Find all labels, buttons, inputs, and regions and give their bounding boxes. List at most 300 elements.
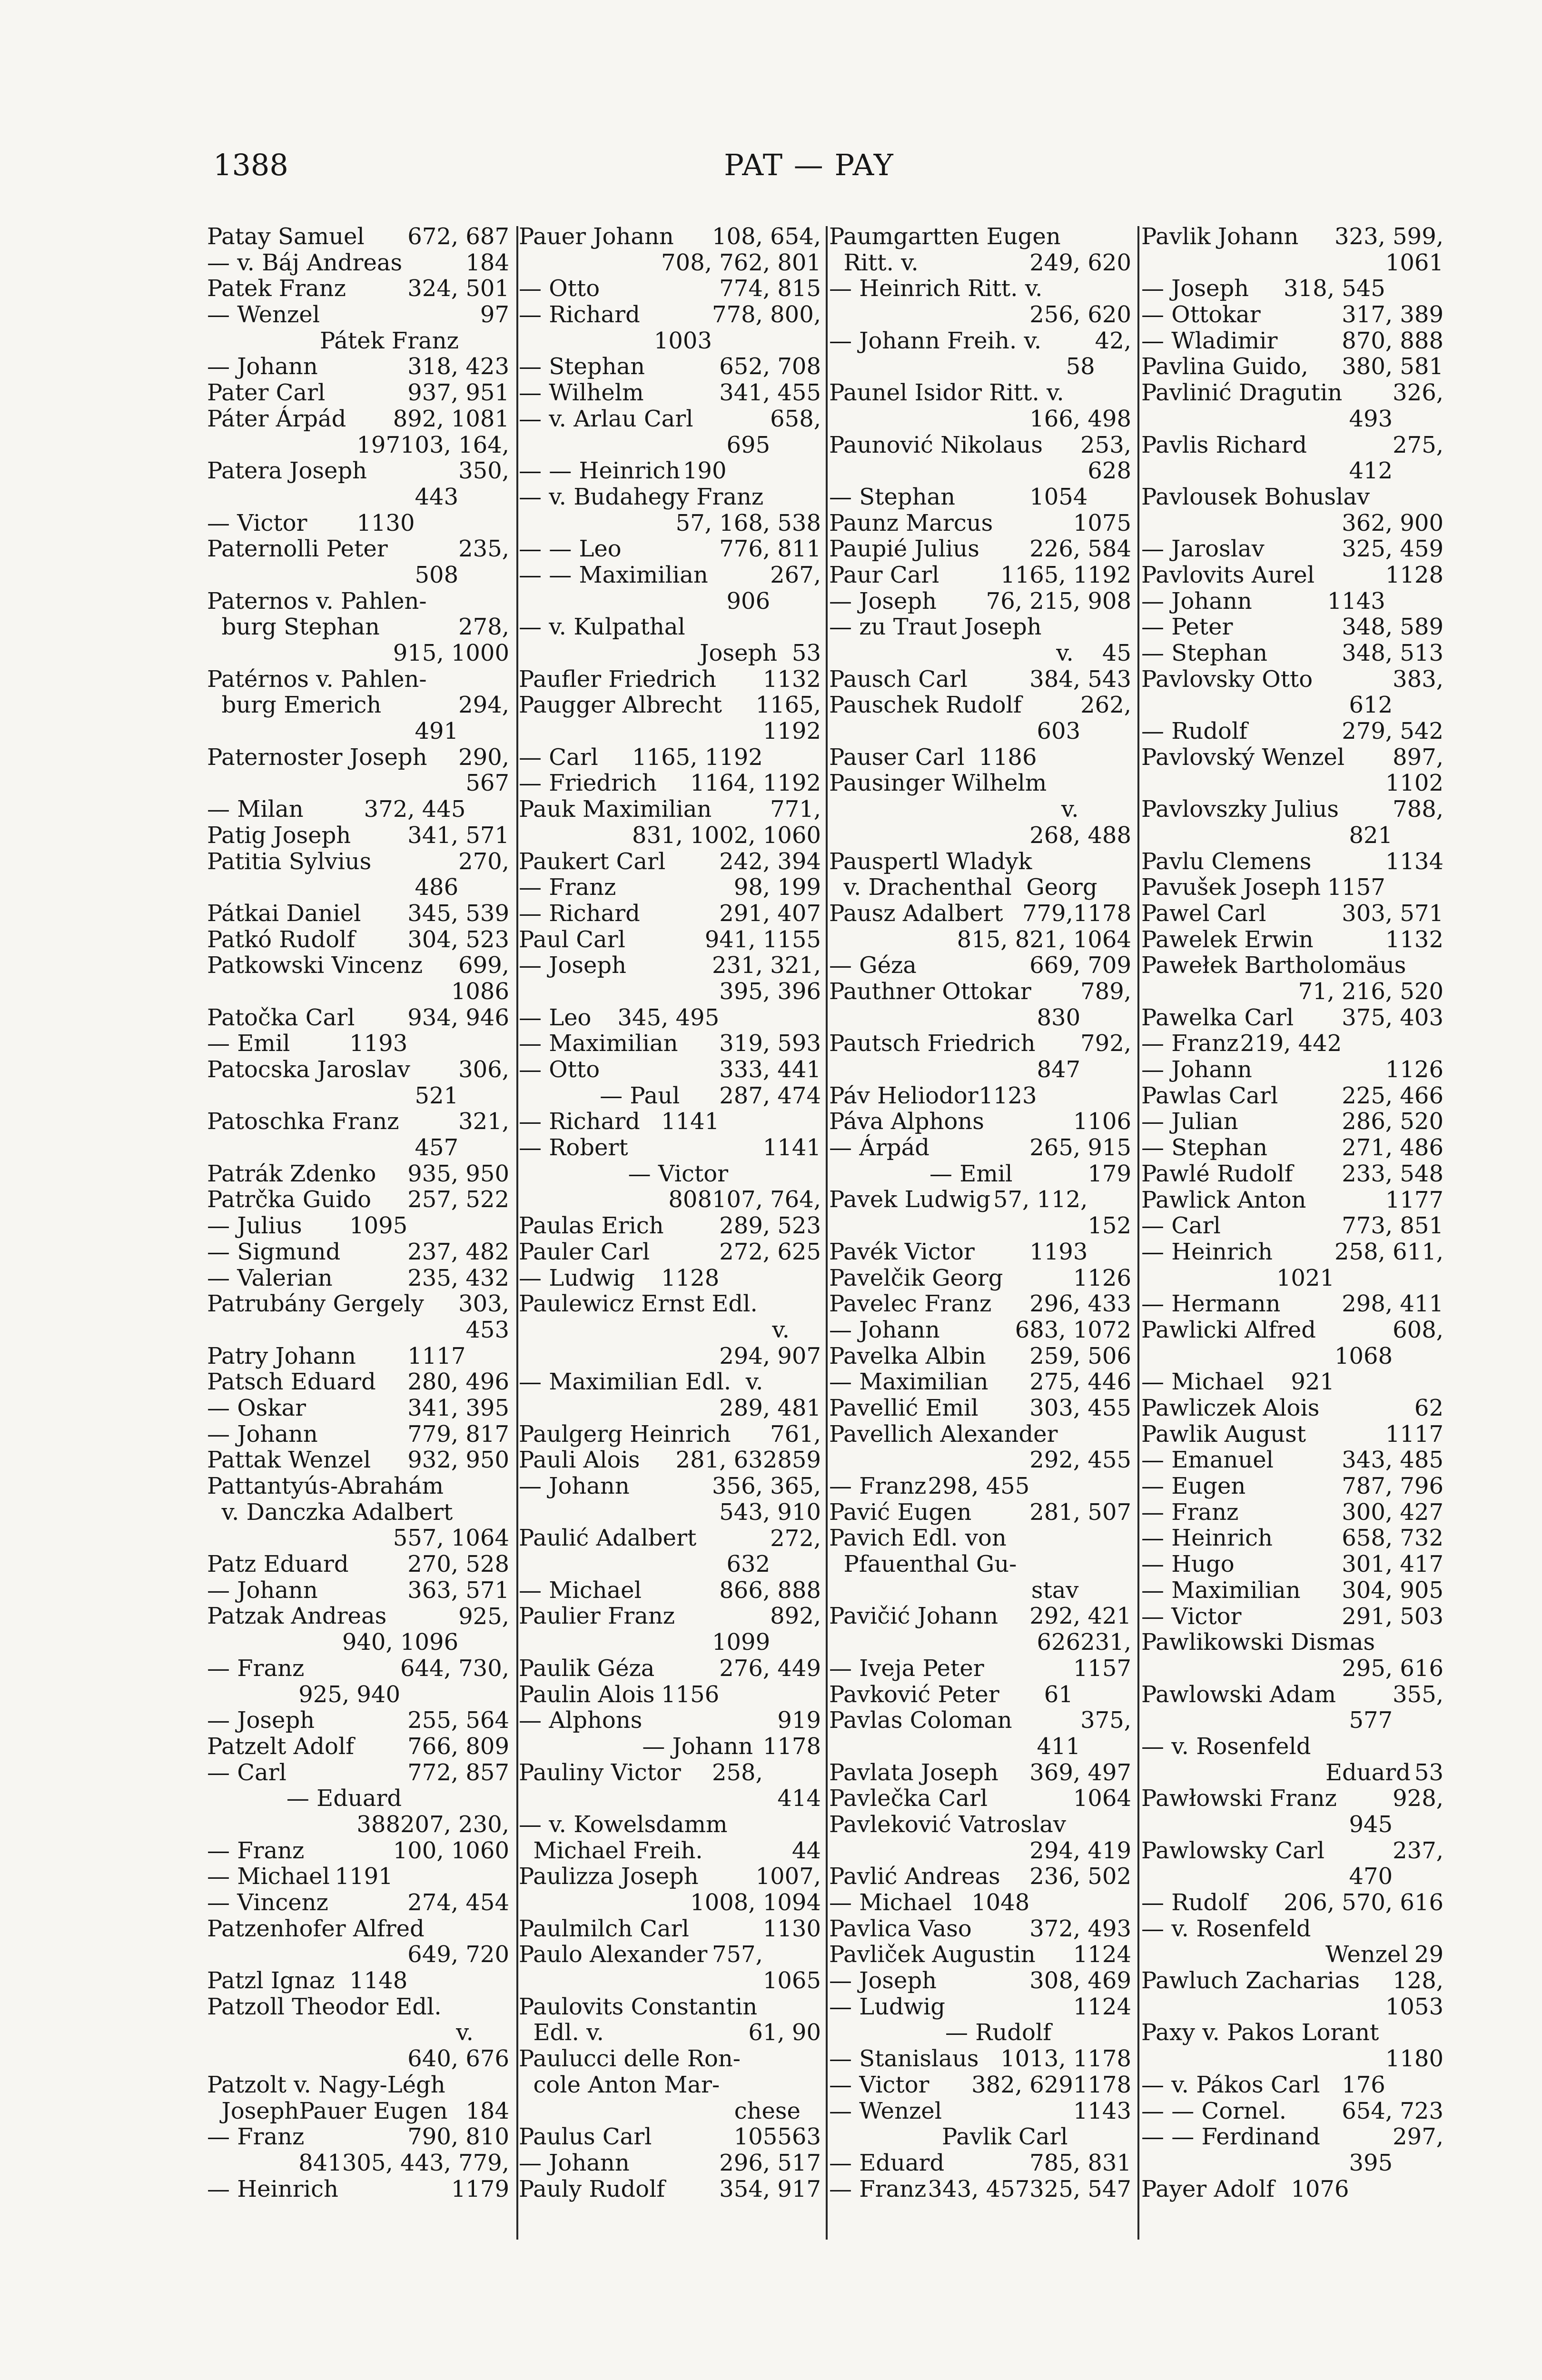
entry-pages: 906 xyxy=(726,587,771,615)
index-entry xyxy=(829,1187,1131,1213)
entry-pages: 267, xyxy=(770,562,821,588)
entry-name: — Johann Freih. v. xyxy=(829,327,1042,354)
index-entry xyxy=(519,1734,821,1760)
index-entry xyxy=(1141,1265,1443,1291)
index-entry xyxy=(829,536,1131,562)
entry-pages: 897, xyxy=(1393,744,1443,771)
entry-pages: 1128 xyxy=(1385,562,1443,588)
entry-name: — Franz xyxy=(207,1655,305,1682)
entry-pages: 859 xyxy=(777,1447,821,1474)
entry-pages: 341, 455 xyxy=(719,379,821,407)
entry-name: — Stephan xyxy=(1141,1134,1268,1161)
entry-name: Pavlik Johann xyxy=(1141,224,1299,250)
index-entry xyxy=(829,1239,1131,1265)
index-entry xyxy=(207,2019,509,2073)
entry-name: Georg xyxy=(1011,874,1097,901)
entry-name: Patzolt v. Nagy-Légh xyxy=(207,2071,445,2098)
entry-pages: 348, 589 xyxy=(1342,614,1443,641)
entry-pages: 363, 571 xyxy=(407,1577,509,1604)
index-entry xyxy=(829,458,1131,484)
entry-name: Paunović Nikolaus xyxy=(829,431,1043,458)
entry-name: — Michael xyxy=(207,1863,330,1890)
entry-pages: 1126 xyxy=(1385,1056,1443,1083)
entry-name: — Wenzel xyxy=(829,2097,942,2124)
entry-name: — Oskar xyxy=(207,1394,306,1421)
entry-pages: 1075 xyxy=(1073,509,1131,536)
entry-name: — Maximilian xyxy=(1141,1577,1301,1604)
entry-pages: 1164, 1192 xyxy=(690,770,821,797)
entry-pages: 71, 216, 520 xyxy=(1298,978,1443,1005)
index-entry xyxy=(519,1265,821,1291)
entry-name: Pauspertl Wladyk xyxy=(829,848,1032,875)
entry-name: Paternos v. Pahlen- xyxy=(207,587,427,615)
entry-pages: 937, 951 xyxy=(407,379,509,407)
entry-pages: 1106 xyxy=(1073,1108,1131,1135)
index-entry xyxy=(207,666,509,693)
index-entry xyxy=(829,302,1131,328)
index-entry xyxy=(519,2072,821,2098)
entry-name: Paumgartten Eugen xyxy=(829,224,1061,250)
entry-name: — v. Rosenfeld xyxy=(1141,1915,1311,1942)
entry-name: Paunz Marcus xyxy=(829,509,993,536)
index-entry xyxy=(1141,1968,1443,1994)
index-entry xyxy=(829,1083,1131,1109)
index-entry xyxy=(207,1135,509,1161)
index-entry xyxy=(519,1629,821,1656)
index-entry xyxy=(1141,2124,1443,2150)
entry-pages: 235, xyxy=(458,536,509,563)
entry-pages: 847 xyxy=(1037,1056,1081,1083)
entry-name: Pawlikowski Dismas xyxy=(1141,1629,1375,1656)
entry-pages: 207, 230, xyxy=(400,1811,509,1838)
entry-pages: 270, 528 xyxy=(407,1551,509,1578)
entry-name: Pavellić Emil xyxy=(829,1395,979,1422)
entry-name: — zu Traut Joseph xyxy=(829,614,1042,641)
index-entry xyxy=(1141,1187,1443,1213)
entry-pages: 788, xyxy=(1393,796,1443,823)
entry-name: Paunel Isidor Ritt. v. xyxy=(829,379,1064,407)
entry-name: — v. Báj Andreas xyxy=(207,249,403,276)
entry-name: — Géza xyxy=(829,952,917,979)
index-entry xyxy=(1141,2020,1443,2046)
entry-pages: 219, 442 xyxy=(1240,1030,1342,1057)
index-entry xyxy=(829,1968,1131,1994)
entry-pages: 603 xyxy=(1037,718,1081,745)
entry-pages: 253, xyxy=(1080,431,1131,458)
entry-name: cole Anton Mar- xyxy=(519,2071,720,2098)
entry-pages: 1055 xyxy=(733,2123,792,2151)
index-entry xyxy=(519,1291,821,1317)
entry-pages: 231, 321, xyxy=(712,952,821,979)
entry-name: — Friedrich xyxy=(519,770,657,797)
entry-pages: 1123 xyxy=(979,1082,1037,1109)
entry-name: Patkowski Vincenz xyxy=(207,952,423,979)
entry-pages: 249, 620 xyxy=(1029,249,1131,276)
index-entry xyxy=(519,2124,821,2150)
entry-pages: 940, 1096 xyxy=(342,1629,459,1656)
index-entry xyxy=(829,1473,1131,1499)
index-entry xyxy=(519,849,821,875)
entry-name: — Franz xyxy=(1141,1498,1239,1526)
entry-pages: 1076 xyxy=(1291,2175,1349,2202)
entry-pages: 304, 905 xyxy=(1342,1577,1443,1604)
entry-name: Paulmilch Carl xyxy=(519,1915,689,1942)
entry-pages: 1165, 1192 xyxy=(1000,561,1131,588)
entry-name: — Johann xyxy=(519,2149,630,2176)
entry-name: Patrák Zdenko xyxy=(207,1160,376,1187)
index-entry xyxy=(1141,666,1443,693)
entry-pages: 61 xyxy=(1044,1681,1073,1708)
index-entry xyxy=(519,1707,821,1734)
entry-name: Pavlinić Dragutin xyxy=(1141,379,1343,407)
index-entry xyxy=(829,1213,1131,1239)
index-entry xyxy=(207,1707,509,1734)
index-entry xyxy=(1141,927,1443,953)
index-entry xyxy=(829,1421,1131,1448)
entry-name: Patitia Sylvius xyxy=(207,848,372,875)
entry-name: Pavlovský Wenzel xyxy=(1141,744,1345,771)
entry-name: — Ludwig xyxy=(829,1993,945,2020)
entry-name: Patry Johann xyxy=(207,1342,356,1369)
entry-name: — v. Arlau Carl xyxy=(519,405,693,432)
entry-name: Pavich Edl. von xyxy=(829,1525,1007,1552)
entry-name: Páter Árpád xyxy=(207,405,346,432)
index-entry xyxy=(207,874,509,901)
entry-name: — Hermann xyxy=(1141,1290,1281,1318)
entry-pages: 258, 611, xyxy=(1334,1238,1443,1265)
index-entry xyxy=(519,1213,821,1239)
entry-name: Pavek Ludwig xyxy=(829,1186,991,1213)
entry-name: Pauer Johann xyxy=(519,224,674,250)
entry-pages: 1064 xyxy=(1073,1785,1131,1812)
entry-name: Pavić Eugen xyxy=(829,1498,972,1526)
index-entry xyxy=(1141,536,1443,562)
index-entry xyxy=(519,1890,821,1916)
entry-pages: 567 xyxy=(465,770,509,797)
entry-name: — Peter xyxy=(1141,614,1233,641)
entry-pages: 262, xyxy=(1080,692,1131,719)
entry-pages: 300, 427 xyxy=(1342,1498,1443,1526)
index-entry xyxy=(519,2020,821,2046)
entry-pages: 1099 xyxy=(712,1629,771,1656)
entry-name: — Richard xyxy=(519,1108,640,1135)
entry-pages: 61, 90 xyxy=(748,2019,821,2046)
entry-pages: 1178 xyxy=(1073,900,1131,927)
entry-pages: 932, 950 xyxy=(407,1447,509,1474)
entry-pages: 1178 xyxy=(1073,2071,1131,2098)
entry-name: — Michael xyxy=(519,1577,642,1604)
index-entry xyxy=(829,1707,1131,1734)
entry-name: — Julian xyxy=(1141,1108,1238,1135)
index-entry xyxy=(829,1161,1131,1187)
entry-name: Paulić Adalbert xyxy=(519,1525,697,1552)
index-entry xyxy=(519,640,821,666)
index-entry xyxy=(519,744,821,771)
entry-pages: 612 xyxy=(1349,692,1393,719)
entry-name: — — Ferdinand xyxy=(1141,2123,1320,2151)
entry-pages: 1178 xyxy=(762,1733,821,1760)
index-entry xyxy=(829,796,1131,849)
index-entry xyxy=(1141,1994,1443,2020)
entry-name: — Johann xyxy=(207,1420,318,1448)
index-entry xyxy=(1141,1942,1443,1968)
entry-pages: 1165, xyxy=(755,692,821,719)
entry-name: Patzak Andreas xyxy=(207,1603,387,1630)
index-entry xyxy=(829,1812,1131,1838)
entry-name: — Rudolf xyxy=(945,2019,1051,2046)
entry-pages: 294, 419 xyxy=(1029,1837,1131,1864)
index-entry xyxy=(519,796,821,823)
entry-pages: 278, xyxy=(458,614,509,641)
entry-pages: 294, 907 xyxy=(719,1342,821,1369)
index-entry xyxy=(207,979,509,1005)
entry-name: Pattantyús-Abrahám xyxy=(207,1473,444,1500)
entry-name: — Maximilian Edl. xyxy=(519,1368,731,1396)
index-entry xyxy=(1141,2150,1443,2176)
entry-name: Michael Freih. xyxy=(519,1837,703,1864)
entry-name: — Carl xyxy=(207,1759,287,1786)
entry-name: burg Stephan xyxy=(207,614,380,641)
entry-pages: 1141 xyxy=(661,1108,720,1135)
index-entry xyxy=(207,1421,509,1448)
index-entry xyxy=(207,1447,509,1473)
index-entry xyxy=(519,927,821,953)
entry-pages: 237, 482 xyxy=(407,1238,509,1265)
index-entry xyxy=(829,718,1131,744)
entry-pages: 58 xyxy=(1066,353,1095,380)
entry-pages: 1156 xyxy=(661,1681,720,1708)
entry-pages: 774, 815 xyxy=(719,275,821,302)
entry-name: — v. Kulpathal xyxy=(519,614,685,641)
entry-pages: 256, 620 xyxy=(1029,301,1131,328)
index-entry xyxy=(1141,1916,1443,1942)
entry-pages: 493 xyxy=(1349,405,1393,432)
index-entry xyxy=(519,250,821,276)
index-entry xyxy=(829,1291,1131,1317)
entry-pages: 626 xyxy=(1037,1629,1081,1656)
index-entry xyxy=(207,2176,509,2202)
index-entry xyxy=(829,1838,1131,1864)
entry-name: — Johann xyxy=(829,1316,940,1343)
page-number: 1388 xyxy=(213,148,288,182)
index-entry xyxy=(519,510,821,536)
entry-name: Pavlina Guido, xyxy=(1141,353,1308,380)
entry-pages: 53 xyxy=(1414,1759,1443,1786)
index-entry xyxy=(207,1005,509,1031)
entry-pages: 108, 654, xyxy=(712,224,821,250)
entry-name: chese xyxy=(720,2097,801,2124)
entry-pages: 1143 xyxy=(1073,2097,1131,2124)
index-entry xyxy=(519,432,821,458)
entry-name: — Leo xyxy=(519,1004,592,1031)
index-entry xyxy=(519,1864,821,1890)
entry-pages: 306, xyxy=(458,1056,509,1083)
entry-name: Paternolli Peter xyxy=(207,536,388,563)
entry-name: — Johann xyxy=(1141,587,1252,615)
index-entry xyxy=(519,1083,821,1109)
entry-name: — Victor xyxy=(207,509,307,536)
entry-pages: 841 xyxy=(298,2149,342,2176)
entry-name: Páva Alphons xyxy=(829,1108,984,1135)
entry-name: — Rudolf xyxy=(1141,718,1248,745)
entry-pages: 206, 570, 616 xyxy=(1284,1889,1443,1916)
index-entry xyxy=(1141,1760,1443,1786)
entry-name: — Joseph xyxy=(207,1707,315,1734)
index-entry xyxy=(829,1499,1131,1526)
entry-pages: 296, 517 xyxy=(719,2149,821,2176)
entry-pages: 280, 496 xyxy=(407,1368,509,1396)
index-entry xyxy=(519,1942,821,1968)
index-entry xyxy=(519,1838,821,1864)
index-entry xyxy=(207,588,509,615)
entry-pages: 355, xyxy=(1393,1681,1443,1708)
entry-pages: 341, 395 xyxy=(407,1394,509,1421)
entry-name: Pawlick Anton xyxy=(1141,1186,1306,1213)
index-entry xyxy=(207,1083,509,1109)
entry-pages: 658, 732 xyxy=(1342,1525,1443,1552)
index-entry xyxy=(1141,1135,1443,1161)
entry-name: — — Maximilian xyxy=(519,561,708,588)
index-entry xyxy=(829,484,1131,510)
index-entry xyxy=(829,1890,1131,1916)
entry-name: Patz Eduard xyxy=(207,1551,349,1578)
entry-pages: 272, xyxy=(770,1525,821,1552)
entry-pages: 395 xyxy=(1349,2149,1393,2176)
entry-name: Pavlečka Carl xyxy=(829,1785,988,1812)
index-entry xyxy=(1141,692,1443,718)
entry-pages: 1143 xyxy=(1327,587,1385,615)
entry-name: — Emil xyxy=(207,1030,290,1057)
entry-name: — Johann xyxy=(1141,1056,1252,1083)
index-entry xyxy=(1141,406,1443,432)
entry-pages: 1095 xyxy=(349,1212,408,1240)
entry-name: — Stephan xyxy=(519,353,645,380)
index-entry xyxy=(207,1890,509,1916)
entry-pages: 830 xyxy=(1037,1004,1081,1031)
entry-pages: 1130 xyxy=(356,509,415,536)
entry-pages: 380, 581 xyxy=(1342,353,1443,380)
entry-pages: 265, 915 xyxy=(1029,1134,1131,1161)
entry-pages: 291, 407 xyxy=(719,900,821,927)
entry-pages: 1192 xyxy=(762,718,821,745)
entry-name: — Otto xyxy=(519,1056,600,1083)
index-entry xyxy=(1141,1473,1443,1499)
index-entry xyxy=(207,1603,509,1629)
index-entry xyxy=(207,1864,509,1890)
entry-name: Pausz Adalbert xyxy=(829,900,1003,927)
entry-pages: 521 xyxy=(415,1082,459,1109)
index-entry xyxy=(207,1838,509,1864)
entry-pages: 1191 xyxy=(335,1863,393,1890)
entry-name: — Joseph xyxy=(829,1967,937,1994)
entry-pages: 257, 522 xyxy=(407,1186,509,1213)
entry-pages: 128, xyxy=(1393,1967,1443,1994)
entry-pages: 1157 xyxy=(1073,1655,1131,1682)
entry-pages: 699, xyxy=(458,952,509,979)
entry-pages: 292, 455 xyxy=(1029,1447,1131,1474)
entry-pages: 1134 xyxy=(1385,848,1443,875)
index-entry xyxy=(829,1317,1131,1343)
entry-pages: 233, 548 xyxy=(1342,1160,1443,1187)
entry-pages: 321, xyxy=(458,1108,509,1135)
entry-pages: 281, 632 xyxy=(675,1447,778,1474)
index-entry xyxy=(1141,1031,1443,1057)
entry-name: Pavlovszky Julius xyxy=(1141,796,1339,823)
index-entry xyxy=(1141,276,1443,302)
entry-name: Pawlowski Adam xyxy=(1141,1681,1336,1708)
entry-pages: 808 xyxy=(668,1186,712,1213)
entry-pages: 1124 xyxy=(1073,1993,1131,2020)
index-entry xyxy=(1141,1707,1443,1734)
entry-name: Pavušek Joseph xyxy=(1141,874,1321,901)
entry-pages: 325, 547 xyxy=(1029,2175,1131,2202)
entry-name: — Sigmund xyxy=(207,1238,341,1265)
entry-name: — Vincenz xyxy=(207,1889,328,1916)
index-entry xyxy=(207,1994,509,2020)
entry-name: Pavleković Vatroslav xyxy=(829,1811,1066,1838)
entry-pages: 323, 599, xyxy=(1334,224,1443,250)
entry-name: — Ludwig xyxy=(519,1264,635,1291)
entry-name: — Jaroslav xyxy=(1141,536,1265,563)
index-entry xyxy=(1141,1395,1443,1421)
index-entry xyxy=(1141,328,1443,354)
entry-name: Pausinger Wilhelm xyxy=(829,770,1047,797)
entry-name: Patsch Eduard xyxy=(207,1368,376,1396)
entry-pages: 1148 xyxy=(349,1967,408,1994)
entry-name: Paulizza Joseph xyxy=(519,1863,699,1890)
entry-name: — Victor xyxy=(628,1160,729,1187)
entry-pages: 411 xyxy=(1037,1733,1081,1760)
entry-pages: 789, xyxy=(1080,978,1131,1005)
entry-pages: 289, 481 xyxy=(719,1394,821,1421)
entry-pages: 274, 454 xyxy=(407,1889,509,1916)
index-entry xyxy=(207,1682,509,1708)
entry-pages: 297, xyxy=(1393,2123,1443,2151)
index-entry xyxy=(1141,849,1443,875)
entry-pages: 577 xyxy=(1349,1707,1393,1734)
entry-name: Paur Carl xyxy=(829,561,939,588)
index-entry xyxy=(519,823,821,849)
index-entry xyxy=(207,1187,509,1213)
entry-name: — Johann xyxy=(207,353,318,380)
entry-name: Pavlousek Bohuslav xyxy=(1141,483,1370,510)
entry-pages: 382, 629 xyxy=(971,2071,1073,2098)
index-entry xyxy=(519,1109,821,1135)
entry-name: — Eugen xyxy=(1141,1473,1246,1500)
entry-pages: 343, 485 xyxy=(1342,1447,1443,1474)
index-entry xyxy=(207,1343,509,1369)
index-entry xyxy=(207,1525,509,1551)
index-entry xyxy=(829,666,1131,693)
entry-pages: 1132 xyxy=(762,665,821,693)
index-entry xyxy=(1141,1890,1443,1916)
entry-name: Pawlé Rudolf xyxy=(1141,1160,1293,1187)
entry-pages: 640, 676 xyxy=(407,2045,509,2073)
index-entry xyxy=(1141,458,1443,484)
entry-name: Wenzel xyxy=(1311,1941,1408,1968)
index-entry xyxy=(1141,1239,1443,1265)
entry-name: Paulewicz Ernst Edl. xyxy=(519,1290,758,1318)
entry-name: Pavlata Joseph xyxy=(829,1759,998,1786)
index-entry xyxy=(519,2046,821,2072)
entry-pages: 303, 455 xyxy=(1029,1395,1131,1422)
index-entry xyxy=(829,1785,1131,1812)
entry-pages: 1013, 1178 xyxy=(1000,2045,1131,2073)
index-entry xyxy=(207,718,509,744)
index-entry xyxy=(829,250,1131,276)
entry-name: — Michael xyxy=(1141,1368,1264,1396)
entry-name: — Wladimir xyxy=(1141,327,1278,354)
